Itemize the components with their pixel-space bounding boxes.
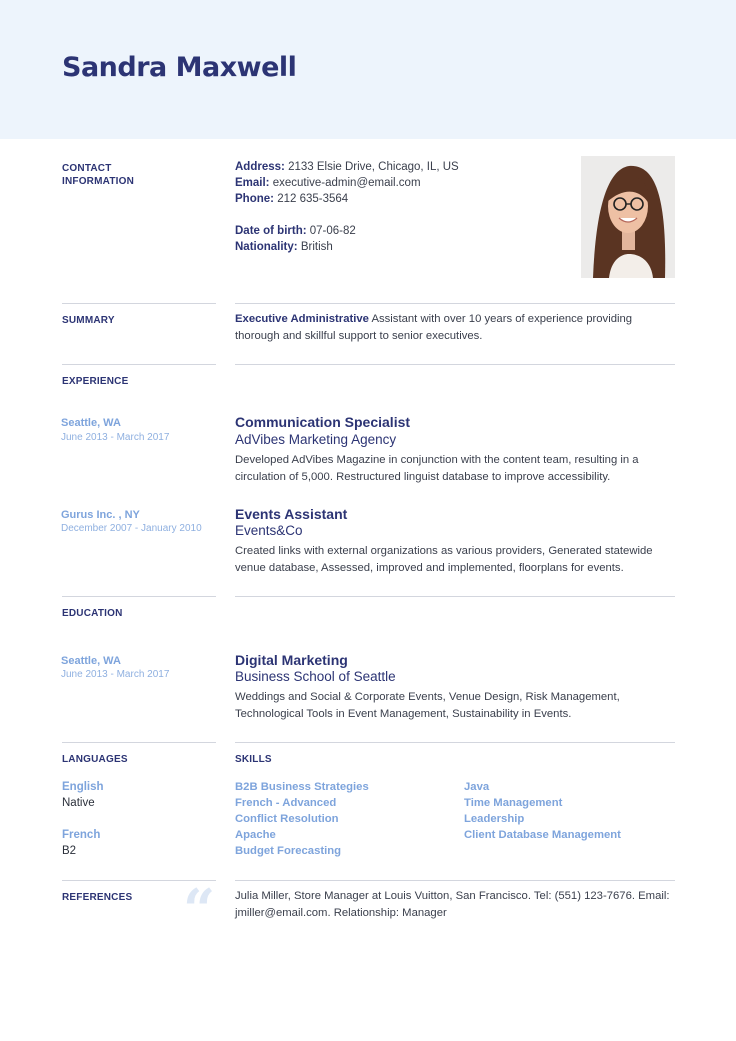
skill-item: Apache <box>235 829 276 841</box>
language-level: B2 <box>62 845 77 857</box>
rule-experience-left <box>62 364 216 365</box>
edu1-org: Business School of Seattle <box>235 669 396 684</box>
language-name: English <box>62 781 104 793</box>
rule-education-right <box>235 596 675 597</box>
exp2-title: Events Assistant <box>235 506 348 522</box>
exp1-title: Communication Specialist <box>235 414 411 430</box>
skill-item: B2B Business Strategies <box>235 781 369 793</box>
skill-item: Leadership <box>464 813 525 825</box>
contact-dob: Date of birth: 07-06-82 <box>235 225 356 237</box>
contact-email: Email: executive-admin@email.com <box>235 177 421 189</box>
profile-photo <box>581 156 675 278</box>
candidate-name: Sandra Maxwell <box>62 52 297 83</box>
rule-experience-right <box>235 364 675 365</box>
exp1-org: AdVibes Marketing Agency <box>235 432 397 447</box>
exp1-dates: June 2013 - March 2017 <box>61 432 170 443</box>
section-title-languages: LANGUAGES <box>62 754 128 765</box>
summary-text: Executive Administrative Assistant with over 10 years of experience providing thorough and skillful support to senior executives. <box>235 313 633 342</box>
rule-languages <box>62 742 216 743</box>
section-title-contact: CONTACT INFORMATION <box>62 163 135 187</box>
language-level: Native <box>62 797 95 809</box>
contact-phone: Phone: 212 635-3564 <box>235 193 349 205</box>
edu1-title: Digital Marketing <box>235 652 348 668</box>
rule-summary-left <box>62 303 216 304</box>
edu1-dates: June 2013 - March 2017 <box>61 669 170 680</box>
exp1-location: Seattle, WA <box>61 417 121 429</box>
edu1-desc: Weddings and Social & Corporate Events, Venue Design, Risk Management, Technological Tools in Event Management, Sustainability in Events. <box>235 691 620 720</box>
language-name: French <box>62 829 101 841</box>
exp1-desc: Developed AdVibes Magazine in conjunction with the content team, resulting in a circulation of 5,000. Restructured linguist database to improve accessibility. <box>235 454 639 483</box>
section-title-experience: EXPERIENCE <box>62 376 129 387</box>
quote-icon: “ <box>183 877 216 943</box>
section-title-references: REFERENCES <box>62 892 133 903</box>
rule-skills <box>235 742 675 743</box>
skill-item: Conflict Resolution <box>235 813 339 825</box>
section-title-skills: SKILLS <box>235 754 272 765</box>
exp2-dates: December 2007 - January 2010 <box>61 523 202 534</box>
section-title-summary: SUMMARY <box>62 315 115 326</box>
rule-education-left <box>62 596 216 597</box>
skill-item: Client Database Management <box>464 829 621 841</box>
contact-address: Address: 2133 Elsie Drive, Chicago, IL, US <box>235 161 459 173</box>
rule-summary-right <box>235 303 675 304</box>
exp2-org: Events&Co <box>235 523 303 538</box>
edu1-location: Seattle, WA <box>61 655 121 667</box>
skill-item: French - Advanced <box>235 797 337 809</box>
contact-nationality: Nationality: British <box>235 241 333 253</box>
skill-item: Time Management <box>464 797 563 809</box>
exp2-desc: Created links with external organizations as various providers, Generated statewide venue database, Assessed, improved and implemented, floorplans for events. <box>235 545 653 574</box>
exp2-location: Gurus Inc. , NY <box>61 509 140 521</box>
skill-item: Java <box>464 781 490 793</box>
section-title-education: EDUCATION <box>62 608 123 619</box>
references-text: Julia Miller, Store Manager at Louis Vuitton, San Francisco. Tel: (551) 123-7676. Email: jmiller@email.com. Relationship: Manager <box>235 890 670 919</box>
skill-item: Budget Forecasting <box>235 845 342 857</box>
rule-references-right <box>235 880 675 881</box>
